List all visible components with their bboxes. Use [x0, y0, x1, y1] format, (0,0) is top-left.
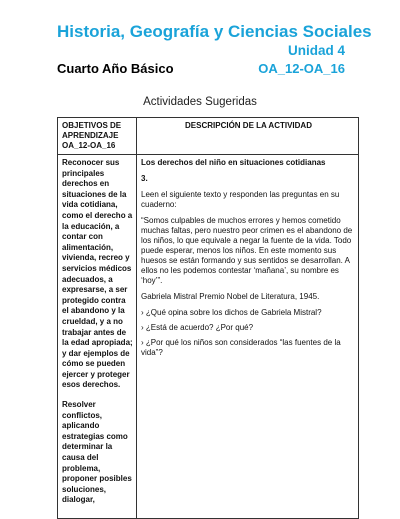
grade-label: Cuarto Año Básico [57, 61, 174, 76]
activities-table [57, 117, 359, 519]
objectives-column-header: OBJETIVOS DE APRENDIZAJE OA_12-OA_16 [58, 118, 137, 155]
section-title: Actividades Sugeridas [143, 96, 257, 108]
table-row [58, 155, 359, 519]
oa-range-label: OA_12-OA_16 [258, 61, 345, 76]
activity-quote: “Somos culpables de muchos errores y hemos cometido muchas faltas, pero nuestro peor crimen es el abandono de los niños, lo que equivale a negar la fuente de la vida. Todo puede esperar, menos los niños. En este momento sus huesos se están formando y sus sentidos se desarrollan. A ellos no les podemos contestar ‘mañana’, su nombre es ‘hoy’”. [141, 216, 353, 285]
activity-instruction: Leen el siguiente texto y responden las preguntas en su cuaderno: [141, 190, 340, 209]
objective-text: Resolver conflictos, aplicando estrategias como determinar la causa del problema, proponer posibles soluciones, dialogar, [62, 400, 132, 505]
activity-number: 3. [141, 174, 148, 183]
document-title: Historia, Geografía y Ciencias Sociales [57, 22, 372, 41]
question-item: › ¿Está de acuerdo? ¿Por qué? [141, 323, 254, 332]
activity-heading: Los derechos del niño en situaciones cotidianas [141, 158, 326, 167]
objectives-cell [58, 155, 137, 519]
objective-text: Reconocer sus principales derechos en situaciones de la vida cotidiana, como el derecho a la educación, a contar con alimentación, vivienda, recreo y servicios médicos adecuados, a expresarse, a ser protegido contra el abandono y la crueldad, y a no trabajar antes de la edad apropiada; y dar ejemplos de cómo se pueden ejercer y proteger esos derechos. [62, 158, 133, 390]
unit-label: Unidad 4 [287, 43, 345, 58]
description-column-header: DESCRIPCIÓN DE LA ACTIVIDAD [137, 118, 359, 155]
activity-description-cell [137, 155, 359, 519]
quote-attribution: Gabriela Mistral Premio Nobel de Literatura, 1945. [141, 292, 320, 301]
table-header-row [58, 118, 359, 155]
question-item: › ¿Qué opina sobre los dichos de Gabriela Mistral? [141, 308, 322, 317]
question-item: › ¿Por qué los niños son considerados “las fuentes de la vida”? [141, 338, 341, 357]
